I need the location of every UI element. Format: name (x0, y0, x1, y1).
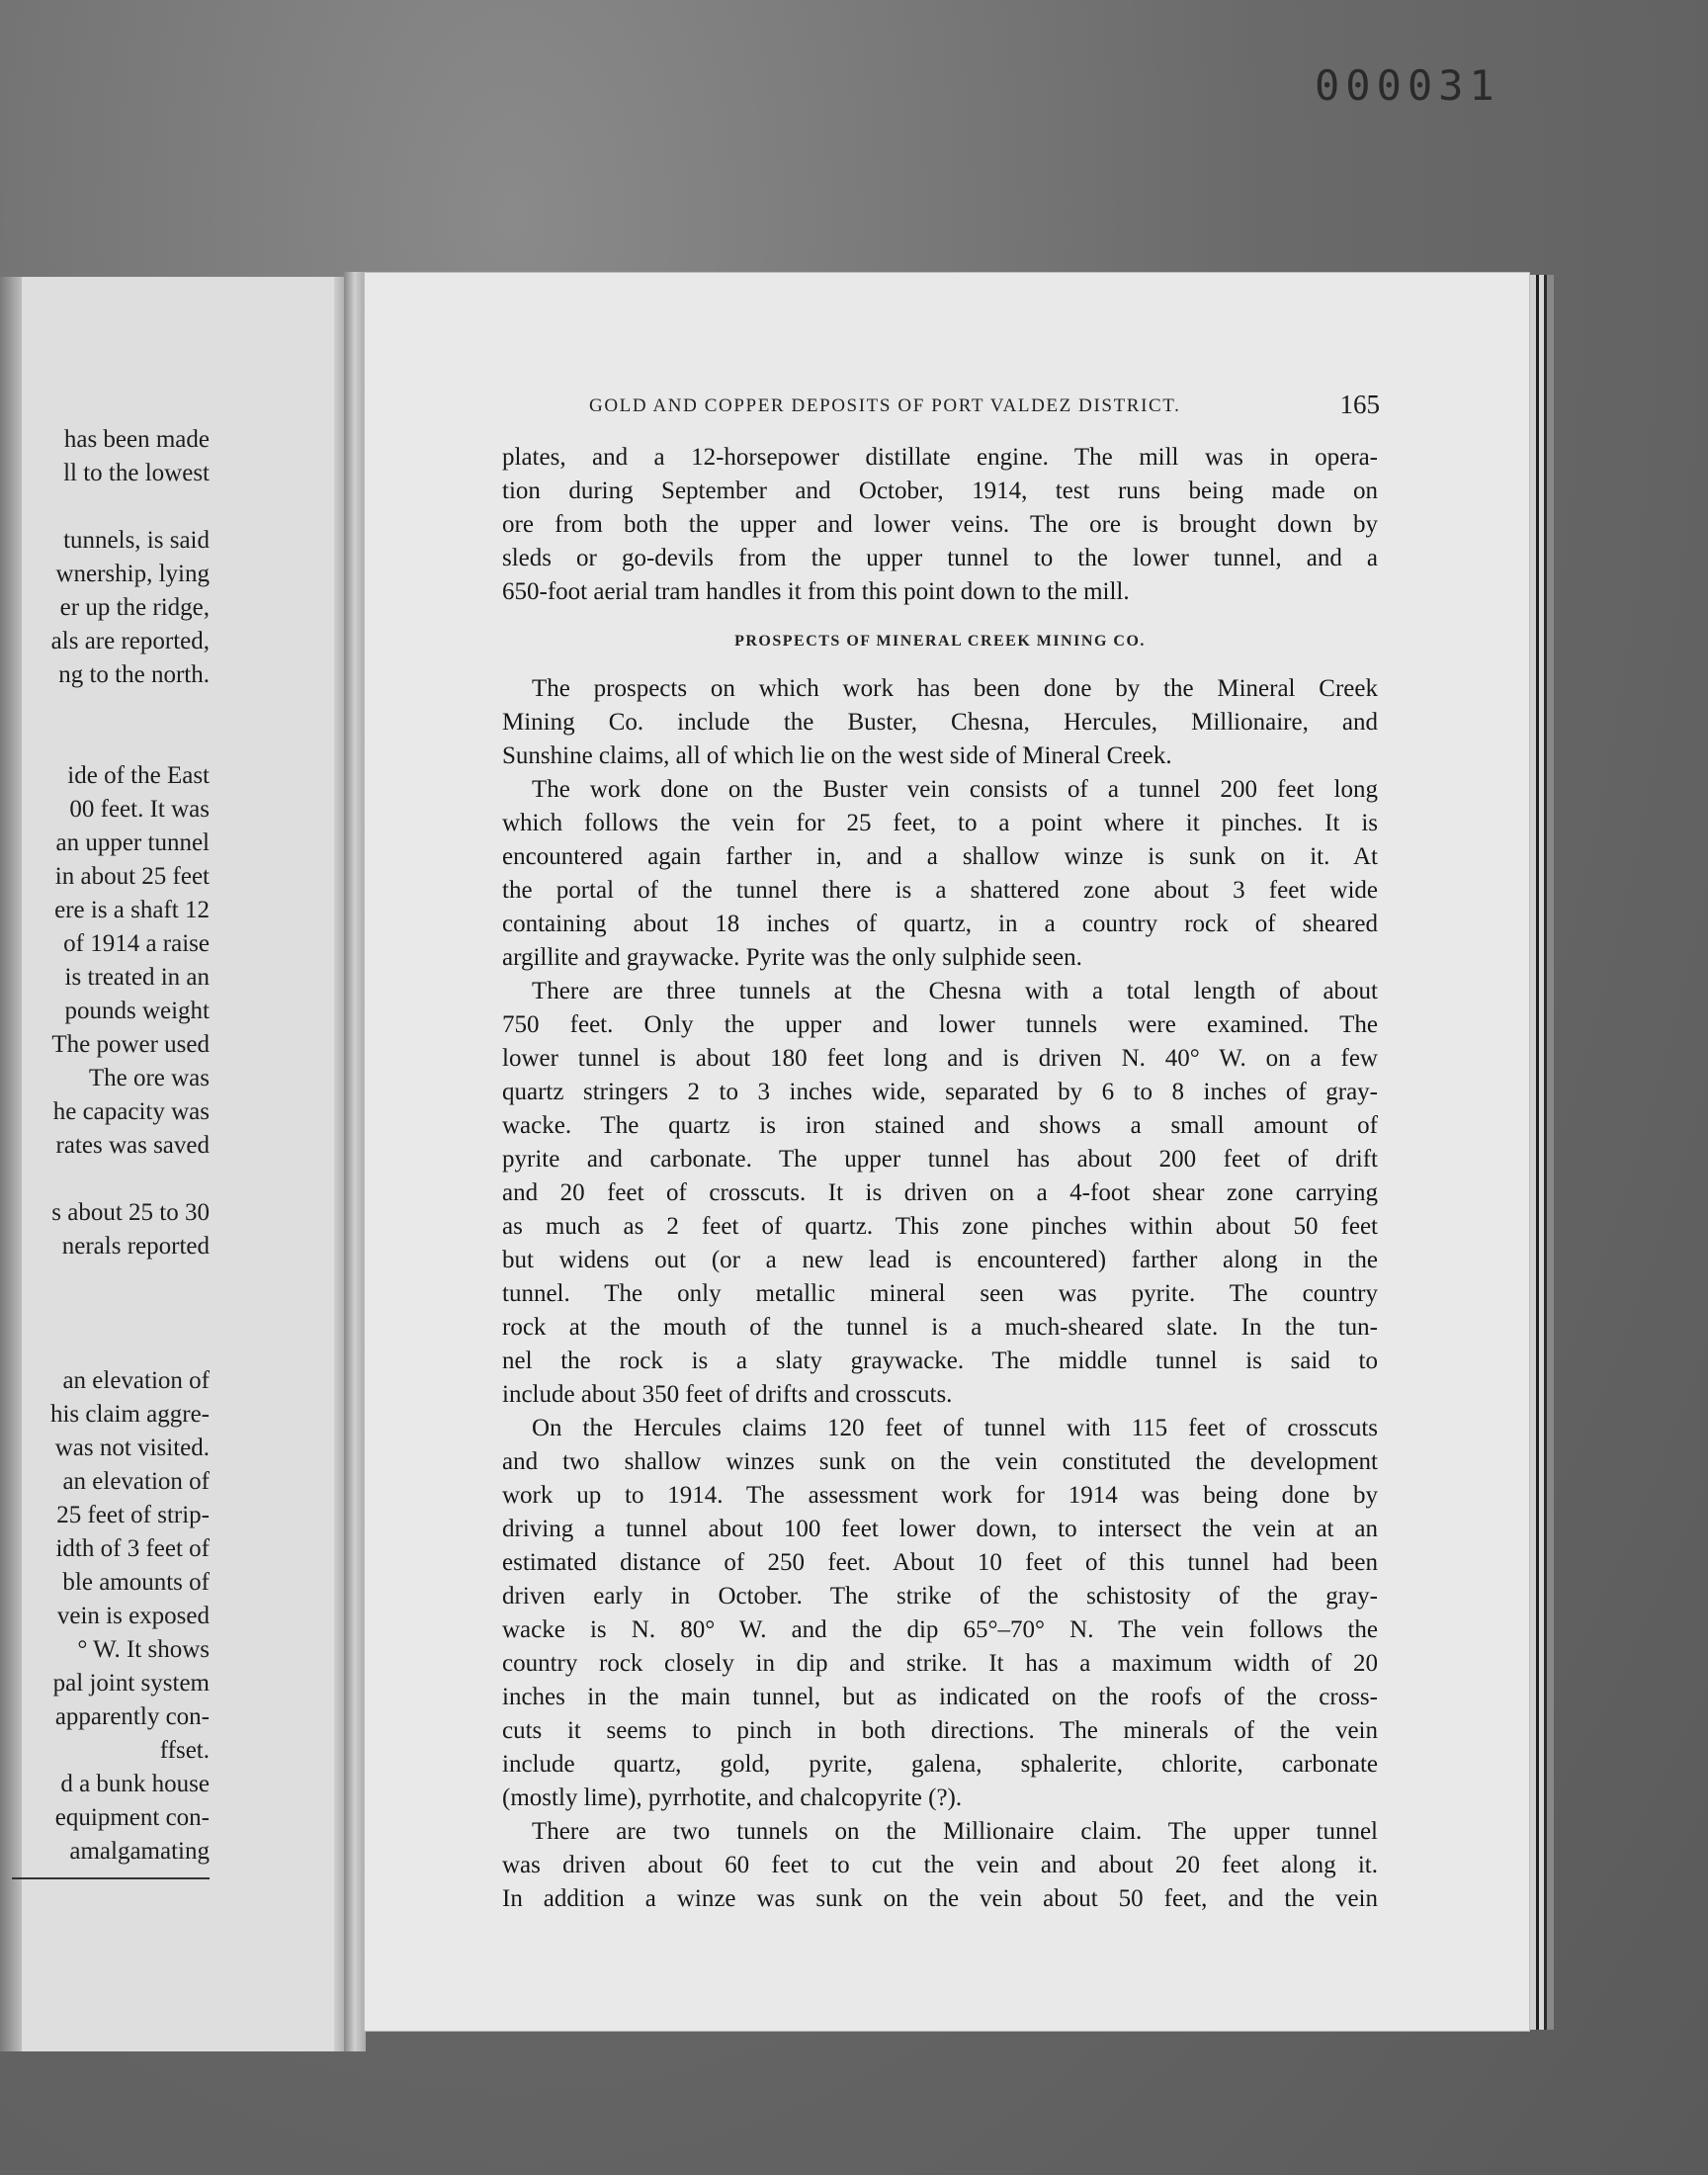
intro-paragraph (502, 441, 1378, 609)
text-line: inches in the main tunnel, but as indicated on the roofs of the cross- (502, 1684, 1378, 1710)
text-line: Mining Co. include the Buster, Chesna, Hercules, Millionaire, and (502, 709, 1378, 736)
previous-page-line: ° W. It shows (77, 1636, 210, 1663)
previous-page-line: tunnels, is said (63, 527, 210, 554)
previous-page-line: d a bunk house (60, 1771, 210, 1797)
previous-page-line: ide of the East (67, 762, 210, 789)
previous-page-line (0, 726, 210, 759)
text-line: pyrite and carbonate. The upper tunnel has about 200 feet of drift (502, 1146, 1378, 1173)
previous-page-line: ng to the north. (58, 661, 210, 688)
text-line: The prospects on which work has been done by the Mineral Creek (532, 675, 1378, 702)
text-line: quartz stringers 2 to 3 inches wide, separated by 6 to 8 inches of gray- (502, 1079, 1378, 1105)
text-line: The work done on the Buster vein consists of a tunnel 200 feet long (532, 776, 1378, 803)
previous-page-line: is treated in an (64, 964, 210, 991)
previous-page-line: 00 feet. It was (69, 796, 210, 823)
text-line: Sunshine claims, all of which lie on the west side of Mineral Creek. (502, 742, 1172, 769)
previous-page-line: in about 25 feet (54, 863, 210, 890)
previous-page-line (0, 1331, 210, 1364)
document-stamp-number: 000031 (1315, 61, 1500, 110)
text-line: as much as 2 feet of quartz. This zone pinches within about 50 feet (502, 1213, 1378, 1240)
text-line: lower tunnel is about 180 feet long and is driven N. 40° W. on a few (502, 1045, 1378, 1072)
previous-page-line: idth of 3 feet of (55, 1535, 210, 1562)
paragraph (502, 1815, 1378, 1916)
text-line: driven early in October. The strike of the schistosity of the gray- (502, 1583, 1378, 1610)
text-line: the portal of the tunnel there is a shattered zone about 3 feet wide (502, 877, 1378, 904)
text-line: rock at the mouth of the tunnel is a much-sheared slate. In the tun- (502, 1314, 1378, 1341)
text-line: 750 feet. Only the upper and lower tunnels were examined. The (502, 1011, 1378, 1038)
text-line: On the Hercules claims 120 feet of tunnel with 115 feet of crosscuts (532, 1415, 1378, 1441)
previous-page-line (0, 1263, 210, 1297)
text-line: wacke. The quartz is iron stained and shows a small amount of (502, 1112, 1378, 1139)
previous-page-line (0, 692, 210, 726)
book-spine-shadow (344, 272, 366, 2051)
text-line: cuts it seems to pinch in both directions. The minerals of the vein (502, 1717, 1378, 1744)
previous-page-line: s about 25 to 30 (51, 1199, 210, 1226)
running-head: GOLD AND COPPER DEPOSITS OF PORT VALDEZ DISTRICT. (589, 395, 1181, 416)
text-line: wacke is N. 80° W. and the dip 65°–70° N. The vein follows the (502, 1616, 1378, 1643)
previous-page-line: er up the ridge, (59, 594, 210, 621)
previous-page-line: pounds weight (64, 998, 210, 1024)
previous-page-line: 25 feet of strip- (56, 1502, 210, 1528)
previous-page-fragment (0, 277, 352, 2051)
section-heading: PROSPECTS OF MINERAL CREEK MINING CO. (734, 633, 1146, 650)
previous-page-line (0, 490, 210, 524)
text-line: country rock closely in dip and strike. It has a maximum width of 20 (502, 1650, 1378, 1677)
text-line: and 20 feet of crosscuts. It is driven on a 4-foot shear zone carrying (502, 1179, 1378, 1206)
text-line: tunnel. The only metallic mineral seen was pyrite. The country (502, 1280, 1378, 1307)
previous-page-line: apparently con- (54, 1703, 210, 1730)
previous-page-line: an upper tunnel (55, 829, 210, 856)
paragraph (502, 975, 1378, 1412)
previous-page-line: ere is a shaft 12 (54, 897, 210, 923)
text-line: was driven about 60 feet to cut the vein and about 20 feet along it. (502, 1852, 1378, 1878)
text-line: work up to 1914. The assessment work for 1914 was being done by (502, 1482, 1378, 1509)
previous-page-text (0, 423, 210, 1869)
text-line: which follows the vein for 25 feet, to a point where it pinches. It is (502, 810, 1378, 836)
text-line: argillite and graywacke. Pyrite was the only sulphide seen. (502, 944, 1082, 971)
previous-page-line: was not visited. (54, 1435, 210, 1461)
text-line: In addition a winze was sunk on the vein about 50 feet, and the vein (502, 1885, 1378, 1912)
text-line: and two shallow winzes sunk on the vein constituted the development (502, 1448, 1378, 1475)
paragraph (502, 773, 1378, 975)
page-edge-stack (1530, 275, 1554, 2030)
previous-page-line: he capacity was (52, 1098, 210, 1125)
text-line: but widens out (or a new lead is encountered) farther along in the (502, 1247, 1378, 1273)
text-line: include quartz, gold, pyrite, galena, sphalerite, chlorite, carbonate (502, 1751, 1378, 1778)
previous-page-line: ffset. (159, 1737, 210, 1764)
text-line: containing about 18 inches of quartz, in a country rock of sheared (502, 911, 1378, 937)
previous-page-rule (12, 1877, 210, 1879)
previous-page-line: ll to the lowest (63, 460, 210, 486)
page-header (589, 390, 1380, 425)
previous-page-line: an elevation of (62, 1468, 210, 1495)
previous-page-line: nerals reported (61, 1233, 210, 1260)
text-line: ore from both the upper and lower veins. The ore is brought down by (502, 511, 1378, 538)
paragraph (502, 672, 1378, 773)
previous-page-line: of 1914 a raise (63, 930, 210, 957)
previous-page-line: amalgamating (69, 1838, 210, 1865)
text-line: plates, and a 12-horsepower distillate engine. The mill was in opera- (502, 444, 1378, 471)
text-line: driving a tunnel about 100 feet lower down, to intersect the vein at an (502, 1516, 1378, 1542)
previous-page-line: his claim aggre- (49, 1401, 210, 1428)
previous-page-line: an elevation of (62, 1367, 210, 1394)
previous-page-line: has been made (63, 426, 210, 453)
text-line: encountered again farther in, and a shallow winze is sunk on it. At (502, 843, 1378, 870)
previous-page-line: The ore was (88, 1065, 210, 1091)
previous-page-line: The power used (51, 1031, 210, 1058)
page-body (502, 441, 1378, 1916)
previous-page-line: pal joint system (52, 1670, 210, 1696)
text-line: There are three tunnels at the Chesna with a total length of about (532, 978, 1378, 1004)
text-line: tion during September and October, 1914, test runs being made on (502, 478, 1378, 504)
text-line: 650-foot aerial tram handles it from this point down to the mill. (502, 578, 1130, 605)
paragraph (502, 1412, 1378, 1815)
page-number: 165 (1339, 390, 1380, 419)
previous-page-line: rates was saved (55, 1132, 210, 1159)
previous-page-line (0, 1163, 210, 1196)
text-line: include about 350 feet of drifts and crosscuts. (502, 1381, 953, 1408)
previous-page-line: vein is exposed (56, 1603, 210, 1629)
previous-page-line: wnership, lying (55, 561, 210, 587)
previous-page-line (0, 1297, 210, 1331)
previous-page-line: equipment con- (54, 1804, 210, 1831)
text-line: (mostly lime), pyrrhotite, and chalcopyrite (?). (502, 1784, 963, 1811)
text-line: nel the rock is a slaty graywacke. The middle tunnel is said to (502, 1348, 1378, 1374)
previous-page-line: ble amounts of (62, 1569, 210, 1596)
text-line: estimated distance of 250 feet. About 10 feet of this tunnel had been (502, 1549, 1378, 1576)
text-line: sleds or go-devils from the upper tunnel to the lower tunnel, and a (502, 545, 1378, 571)
text-line: There are two tunnels on the Millionaire claim. The upper tunnel (532, 1818, 1378, 1845)
previous-page-line: als are reported, (50, 628, 210, 654)
